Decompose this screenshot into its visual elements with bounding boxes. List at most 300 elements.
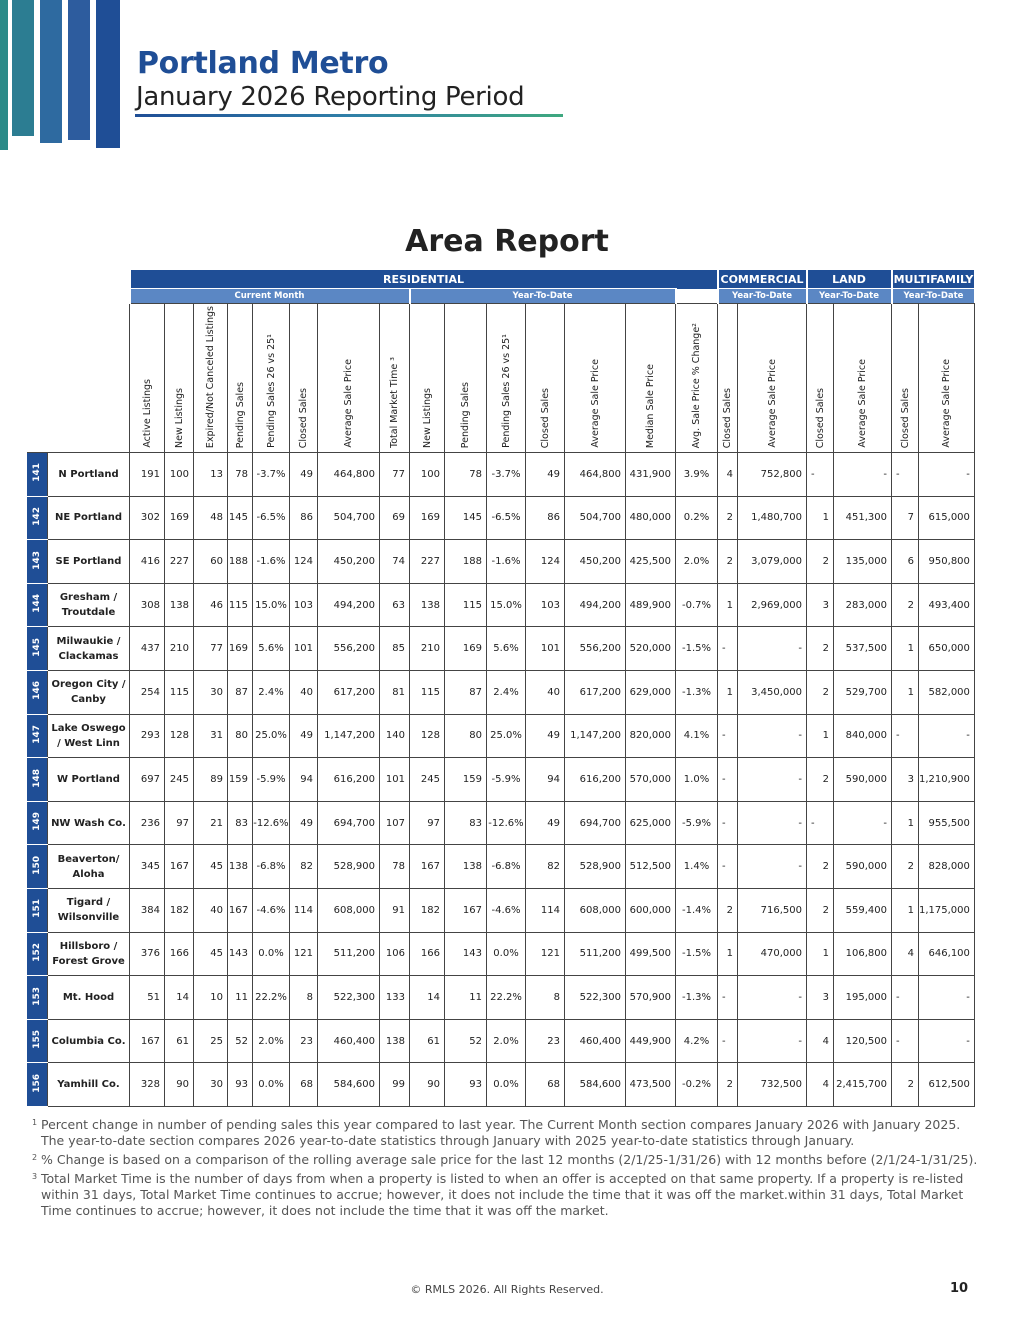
- table-row: [27, 888, 974, 932]
- table-cell: 3: [807, 583, 834, 627]
- table-row: [27, 540, 974, 584]
- footnote: [32, 1152, 982, 1168]
- group-residential: RESIDENTIAL: [130, 270, 718, 289]
- table-cell: 52: [445, 1019, 487, 1063]
- table-cell: 145: [228, 496, 253, 540]
- column-header-label: Pending Sales: [460, 381, 471, 448]
- area-code-label: 153: [32, 986, 42, 1006]
- table-cell: 82: [290, 845, 318, 889]
- table-cell: 3: [892, 758, 919, 802]
- table-cell: 437: [130, 627, 165, 671]
- column-header: [487, 304, 526, 453]
- area-code-label: 142: [32, 506, 42, 526]
- table-cell: 376: [130, 932, 165, 976]
- table-cell: 283,000: [834, 583, 892, 627]
- table-cell: 90: [410, 1063, 445, 1107]
- table-cell: 21: [194, 801, 228, 845]
- table-cell: 608,000: [318, 888, 380, 932]
- table-cell: 61: [410, 1019, 445, 1063]
- table-cell: 140: [380, 714, 410, 758]
- table-cell: 2: [718, 888, 738, 932]
- table-cell: 7: [892, 496, 919, 540]
- table-cell: 87: [445, 670, 487, 714]
- table-cell: 63: [380, 583, 410, 627]
- table-cell: 94: [526, 758, 565, 802]
- area-code: [27, 758, 48, 802]
- table-cell: 115: [410, 670, 445, 714]
- column-header-label: Closed Sales: [722, 387, 733, 448]
- table-cell: 5.6%: [487, 627, 526, 671]
- area-name: Tigard / Wilsonville: [48, 888, 130, 932]
- table-cell: -6.5%: [487, 496, 526, 540]
- table-cell: 590,000: [834, 845, 892, 889]
- area-code-label: 145: [32, 637, 42, 657]
- column-header-label: Average Sale Price: [589, 359, 601, 448]
- table-cell: 559,400: [834, 888, 892, 932]
- area-code-label: 141: [32, 463, 42, 483]
- table-cell: 328: [130, 1063, 165, 1107]
- table-cell: 4: [892, 932, 919, 976]
- column-header: [834, 304, 892, 453]
- table-cell: 91: [380, 888, 410, 932]
- table-cell: 30: [194, 1063, 228, 1107]
- table-cell: 49: [290, 801, 318, 845]
- subgroup-ytd-land: Year-To-Date: [807, 289, 892, 304]
- table-cell: 68: [526, 1063, 565, 1107]
- table-cell: 512,500: [626, 845, 676, 889]
- page-number: 10: [950, 1281, 969, 1296]
- table-cell: -12.6%: [253, 801, 290, 845]
- table-cell: -: [892, 976, 919, 1020]
- table-cell: 31: [194, 714, 228, 758]
- table-cell: 612,500: [919, 1063, 975, 1107]
- table-cell: -1.6%: [487, 540, 526, 584]
- table-cell: 570,900: [626, 976, 676, 1020]
- table-cell: 138: [228, 845, 253, 889]
- column-header: [380, 304, 410, 453]
- area-name: SE Portland: [48, 540, 130, 584]
- area-code: [27, 976, 48, 1020]
- table-cell: 40: [526, 670, 565, 714]
- table-cell: -1.3%: [676, 976, 718, 1020]
- footnote-marker: 2: [32, 1153, 38, 1162]
- table-cell: 25: [194, 1019, 228, 1063]
- table-cell: 616,200: [565, 758, 626, 802]
- table-cell: 2: [718, 496, 738, 540]
- table-cell: 1.4%: [676, 845, 718, 889]
- table-cell: 169: [228, 627, 253, 671]
- table-cell: -: [807, 801, 834, 845]
- table-cell: 0.0%: [253, 932, 290, 976]
- table-cell: -: [738, 976, 807, 1020]
- table-cell: -: [718, 627, 738, 671]
- table-cell: 101: [290, 627, 318, 671]
- table-cell: 3: [807, 976, 834, 1020]
- report-title: Area Report: [405, 224, 609, 259]
- group-commercial: COMMERCIAL: [718, 270, 807, 289]
- table-cell: 556,200: [565, 627, 626, 671]
- table-cell: 716,500: [738, 888, 807, 932]
- table-row: [27, 801, 974, 845]
- table-cell: 128: [410, 714, 445, 758]
- footnote: [32, 1171, 982, 1219]
- area-name: Gresham / Troutdale: [48, 583, 130, 627]
- table-cell: 89: [194, 758, 228, 802]
- table-cell: 694,700: [318, 801, 380, 845]
- table-cell: 182: [410, 888, 445, 932]
- column-header: [253, 304, 290, 453]
- subgroup-ytd-commercial: Year-To-Date: [718, 289, 807, 304]
- area-code: [27, 670, 48, 714]
- table-cell: 1: [718, 583, 738, 627]
- table-cell: 15.0%: [253, 583, 290, 627]
- table-cell: -1.5%: [676, 932, 718, 976]
- table-cell: 23: [290, 1019, 318, 1063]
- table-cell: 473,500: [626, 1063, 676, 1107]
- column-header-label: Closed Sales: [814, 387, 826, 448]
- table-cell: 86: [290, 496, 318, 540]
- group-land: LAND: [807, 270, 892, 289]
- table-cell: 167: [228, 888, 253, 932]
- table-cell: 254: [130, 670, 165, 714]
- table-cell: 25.0%: [253, 714, 290, 758]
- table-cell: 3,079,000: [738, 540, 807, 584]
- table-cell: 78: [445, 453, 487, 497]
- column-header: [565, 304, 626, 453]
- table-cell: 1,480,700: [738, 496, 807, 540]
- table-cell: 732,500: [738, 1063, 807, 1107]
- table-cell: 169: [410, 496, 445, 540]
- table-cell: 302: [130, 496, 165, 540]
- table-cell: 107: [380, 801, 410, 845]
- table-cell: 1,210,900: [919, 758, 975, 802]
- table-cell: -6.8%: [487, 845, 526, 889]
- footnotes: [32, 1117, 982, 1222]
- column-header: [738, 304, 807, 453]
- table-cell: 138: [165, 583, 194, 627]
- table-cell: 167: [410, 845, 445, 889]
- area-name: Lake Oswego / West Linn: [48, 714, 130, 758]
- table-cell: 83: [445, 801, 487, 845]
- table-cell: -1.6%: [253, 540, 290, 584]
- table-cell: 245: [165, 758, 194, 802]
- table-cell: 460,400: [318, 1019, 380, 1063]
- table-cell: 0.2%: [676, 496, 718, 540]
- table-cell: 694,700: [565, 801, 626, 845]
- table-cell: 1: [892, 670, 919, 714]
- table-row: [27, 583, 974, 627]
- table-cell: 499,500: [626, 932, 676, 976]
- table-cell: -: [919, 1019, 975, 1063]
- table-cell: 1: [807, 496, 834, 540]
- group-multifamily: MULTIFAMILY: [892, 270, 975, 289]
- table-cell: 74: [380, 540, 410, 584]
- table-cell: 191: [130, 453, 165, 497]
- table-cell: 2.4%: [253, 670, 290, 714]
- table-cell: -6.8%: [253, 845, 290, 889]
- table-cell: 11: [445, 976, 487, 1020]
- table-cell: 210: [165, 627, 194, 671]
- table-cell: -: [892, 453, 919, 497]
- table-cell: 556,200: [318, 627, 380, 671]
- column-header: [676, 304, 718, 453]
- area-name: Mt. Hood: [48, 976, 130, 1020]
- table-cell: 528,900: [318, 845, 380, 889]
- area-code: [27, 801, 48, 845]
- table-cell: 82: [526, 845, 565, 889]
- table-cell: 15.0%: [487, 583, 526, 627]
- area-code: [27, 540, 48, 584]
- table-cell: 489,900: [626, 583, 676, 627]
- area-name: NE Portland: [48, 496, 130, 540]
- table-cell: 169: [165, 496, 194, 540]
- table-cell: 93: [228, 1063, 253, 1107]
- table-cell: 121: [290, 932, 318, 976]
- table-cell: 138: [445, 845, 487, 889]
- table-cell: 293: [130, 714, 165, 758]
- table-cell: 145: [445, 496, 487, 540]
- column-header-label: Expired/Not Canceled Listings: [205, 305, 216, 448]
- area-code: [27, 888, 48, 932]
- table-cell: 128: [165, 714, 194, 758]
- table-cell: 1: [807, 932, 834, 976]
- table-cell: 625,000: [626, 801, 676, 845]
- column-header: [526, 304, 565, 453]
- table-cell: 99: [380, 1063, 410, 1107]
- table-cell: 384: [130, 888, 165, 932]
- table-cell: 93: [445, 1063, 487, 1107]
- page-subtitle: January 2026 Reporting Period: [136, 82, 525, 112]
- table-cell: -: [834, 801, 892, 845]
- table-cell: 97: [410, 801, 445, 845]
- footnote-text: % Change is based on a comparison of the rolling average sale price for the last 12 months (2/1/25-1/31/26) with 12 months before (2/1/24-1/31/25).: [41, 1152, 978, 1167]
- table-cell: 115: [445, 583, 487, 627]
- table-cell: 227: [165, 540, 194, 584]
- table-cell: 2: [807, 540, 834, 584]
- column-header-label: New Listings: [173, 388, 185, 448]
- table-cell: 493,400: [919, 583, 975, 627]
- table-cell: -: [738, 1019, 807, 1063]
- table-cell: 227: [410, 540, 445, 584]
- table-cell: 13: [194, 453, 228, 497]
- table-cell: -1.3%: [676, 670, 718, 714]
- table-cell: -: [738, 627, 807, 671]
- table-cell: 2: [718, 540, 738, 584]
- area-code: [27, 627, 48, 671]
- footnote-marker: 1: [32, 1118, 38, 1127]
- table-cell: 2: [807, 758, 834, 802]
- table-cell: 616,200: [318, 758, 380, 802]
- table-cell: 159: [445, 758, 487, 802]
- area-code-label: 152: [32, 942, 42, 962]
- column-header: [165, 304, 194, 453]
- table-cell: 60: [194, 540, 228, 584]
- area-name: Beaverton/ Aloha: [48, 845, 130, 889]
- table-cell: 4: [718, 453, 738, 497]
- column-header-label: Median Sale Price: [645, 363, 656, 448]
- table-cell: 528,900: [565, 845, 626, 889]
- subgroup-ytd-residential: Year-To-Date: [410, 289, 676, 304]
- header-decoration: [0, 0, 130, 150]
- table-cell: -5.9%: [253, 758, 290, 802]
- table-cell: 828,000: [919, 845, 975, 889]
- column-header: [892, 304, 919, 453]
- table-cell: 2.0%: [487, 1019, 526, 1063]
- table-row: [27, 845, 974, 889]
- title-underline: [135, 114, 563, 117]
- area-code: [27, 453, 48, 497]
- column-header-label: Active Listings: [141, 379, 153, 448]
- table-cell: -: [807, 453, 834, 497]
- table-cell: 11: [228, 976, 253, 1020]
- table-cell: 45: [194, 845, 228, 889]
- table-cell: 2.4%: [487, 670, 526, 714]
- table-cell: 10: [194, 976, 228, 1020]
- table-cell: 40: [290, 670, 318, 714]
- table-cell: 115: [228, 583, 253, 627]
- table-cell: 45: [194, 932, 228, 976]
- table-cell: 1: [807, 714, 834, 758]
- table-cell: -: [738, 801, 807, 845]
- area-report-table: [27, 270, 975, 1107]
- decor-bar: [0, 0, 8, 150]
- column-header: [290, 304, 318, 453]
- table-cell: 6: [892, 540, 919, 584]
- table-cell: 2,415,700: [834, 1063, 892, 1107]
- table-cell: 2: [807, 627, 834, 671]
- table-cell: 582,000: [919, 670, 975, 714]
- table-cell: 61: [165, 1019, 194, 1063]
- column-header-label: Pending Sales 26 vs 25¹: [500, 334, 512, 448]
- table-cell: 106: [380, 932, 410, 976]
- table-cell: 537,500: [834, 627, 892, 671]
- area-name: N Portland: [48, 453, 130, 497]
- table-cell: 167: [130, 1019, 165, 1063]
- table-cell: 584,600: [565, 1063, 626, 1107]
- table-cell: -: [919, 714, 975, 758]
- table-cell: 40: [194, 888, 228, 932]
- area-name: Yamhill Co.: [48, 1063, 130, 1107]
- table-cell: 8: [290, 976, 318, 1020]
- table-cell: 69: [380, 496, 410, 540]
- table-cell: -4.6%: [253, 888, 290, 932]
- table-cell: -: [738, 845, 807, 889]
- table-cell: 0.0%: [253, 1063, 290, 1107]
- table-cell: 1: [892, 888, 919, 932]
- decor-bar: [68, 0, 90, 140]
- table-cell: 3,450,000: [738, 670, 807, 714]
- table-cell: 511,200: [318, 932, 380, 976]
- table-cell: 78: [380, 845, 410, 889]
- table-cell: 494,200: [565, 583, 626, 627]
- table-cell: -3.7%: [253, 453, 290, 497]
- table-cell: 121: [526, 932, 565, 976]
- column-header-label: Average Sale Price: [857, 359, 868, 448]
- table-cell: 86: [526, 496, 565, 540]
- table-cell: 124: [290, 540, 318, 584]
- table-cell: 590,000: [834, 758, 892, 802]
- table-cell: -: [892, 714, 919, 758]
- footnote-marker: 3: [32, 1172, 38, 1181]
- table-cell: 449,900: [626, 1019, 676, 1063]
- table-cell: 0.0%: [487, 1063, 526, 1107]
- table-cell: 584,600: [318, 1063, 380, 1107]
- table-cell: 950,800: [919, 540, 975, 584]
- table-cell: 94: [290, 758, 318, 802]
- table-cell: 464,800: [565, 453, 626, 497]
- area-name: W Portland: [48, 758, 130, 802]
- table-cell: -: [718, 976, 738, 1020]
- table-cell: 522,300: [318, 976, 380, 1020]
- area-code-label: 150: [32, 855, 42, 875]
- table-cell: -0.2%: [676, 1063, 718, 1107]
- copyright: © RMLS 2026. All Rights Reserved.: [410, 1283, 604, 1296]
- table-cell: 14: [410, 976, 445, 1020]
- table-cell: 143: [228, 932, 253, 976]
- table-cell: 697: [130, 758, 165, 802]
- table-cell: -: [919, 976, 975, 1020]
- table-cell: 52: [228, 1019, 253, 1063]
- column-header-label: Total Market Time ³: [389, 357, 400, 448]
- area-code: [27, 932, 48, 976]
- table-cell: 138: [410, 583, 445, 627]
- table-cell: 23: [526, 1019, 565, 1063]
- table-cell: 166: [165, 932, 194, 976]
- table-cell: 159: [228, 758, 253, 802]
- table-cell: -0.7%: [676, 583, 718, 627]
- table-cell: 166: [410, 932, 445, 976]
- table-cell: 416: [130, 540, 165, 584]
- table-cell: 2.0%: [253, 1019, 290, 1063]
- table-cell: 1: [892, 801, 919, 845]
- table-cell: 504,700: [318, 496, 380, 540]
- column-header-label: Average Sale Price: [343, 359, 354, 448]
- table-cell: 494,200: [318, 583, 380, 627]
- table-cell: 22.2%: [487, 976, 526, 1020]
- table-row: [27, 976, 974, 1020]
- table-cell: 451,300: [834, 496, 892, 540]
- table-cell: 83: [228, 801, 253, 845]
- table-row: [27, 627, 974, 671]
- table-cell: 600,000: [626, 888, 676, 932]
- column-header: [228, 304, 253, 453]
- table-cell: -12.6%: [487, 801, 526, 845]
- table-cell: 103: [526, 583, 565, 627]
- table-cell: 114: [290, 888, 318, 932]
- table-cell: 504,700: [565, 496, 626, 540]
- column-header: [807, 304, 834, 453]
- area-code-label: 156: [32, 1073, 42, 1093]
- table-cell: 1: [718, 932, 738, 976]
- table-cell: 450,200: [565, 540, 626, 584]
- column-header-label: Pending Sales 26 vs 25¹: [265, 334, 277, 448]
- table-cell: -: [738, 714, 807, 758]
- table-cell: 103: [290, 583, 318, 627]
- table-cell: 87: [228, 670, 253, 714]
- table-cell: 464,800: [318, 453, 380, 497]
- column-header: [919, 304, 975, 453]
- table-cell: 1,147,200: [318, 714, 380, 758]
- decor-bar: [40, 0, 62, 143]
- table-cell: -4.6%: [487, 888, 526, 932]
- table-cell: 49: [526, 801, 565, 845]
- table-cell: 345: [130, 845, 165, 889]
- column-header: [194, 304, 228, 453]
- area-name: NW Wash Co.: [48, 801, 130, 845]
- table-cell: 615,000: [919, 496, 975, 540]
- footnote-text: Percent change in number of pending sales this year compared to last year. The Current Month section compares January 2026 with January 2025. The year-to-date section compares 2026 year-to-date statistics through January with 2025 year-to-date statistics through January.: [41, 1117, 961, 1148]
- column-header-label: Closed Sales: [298, 387, 309, 448]
